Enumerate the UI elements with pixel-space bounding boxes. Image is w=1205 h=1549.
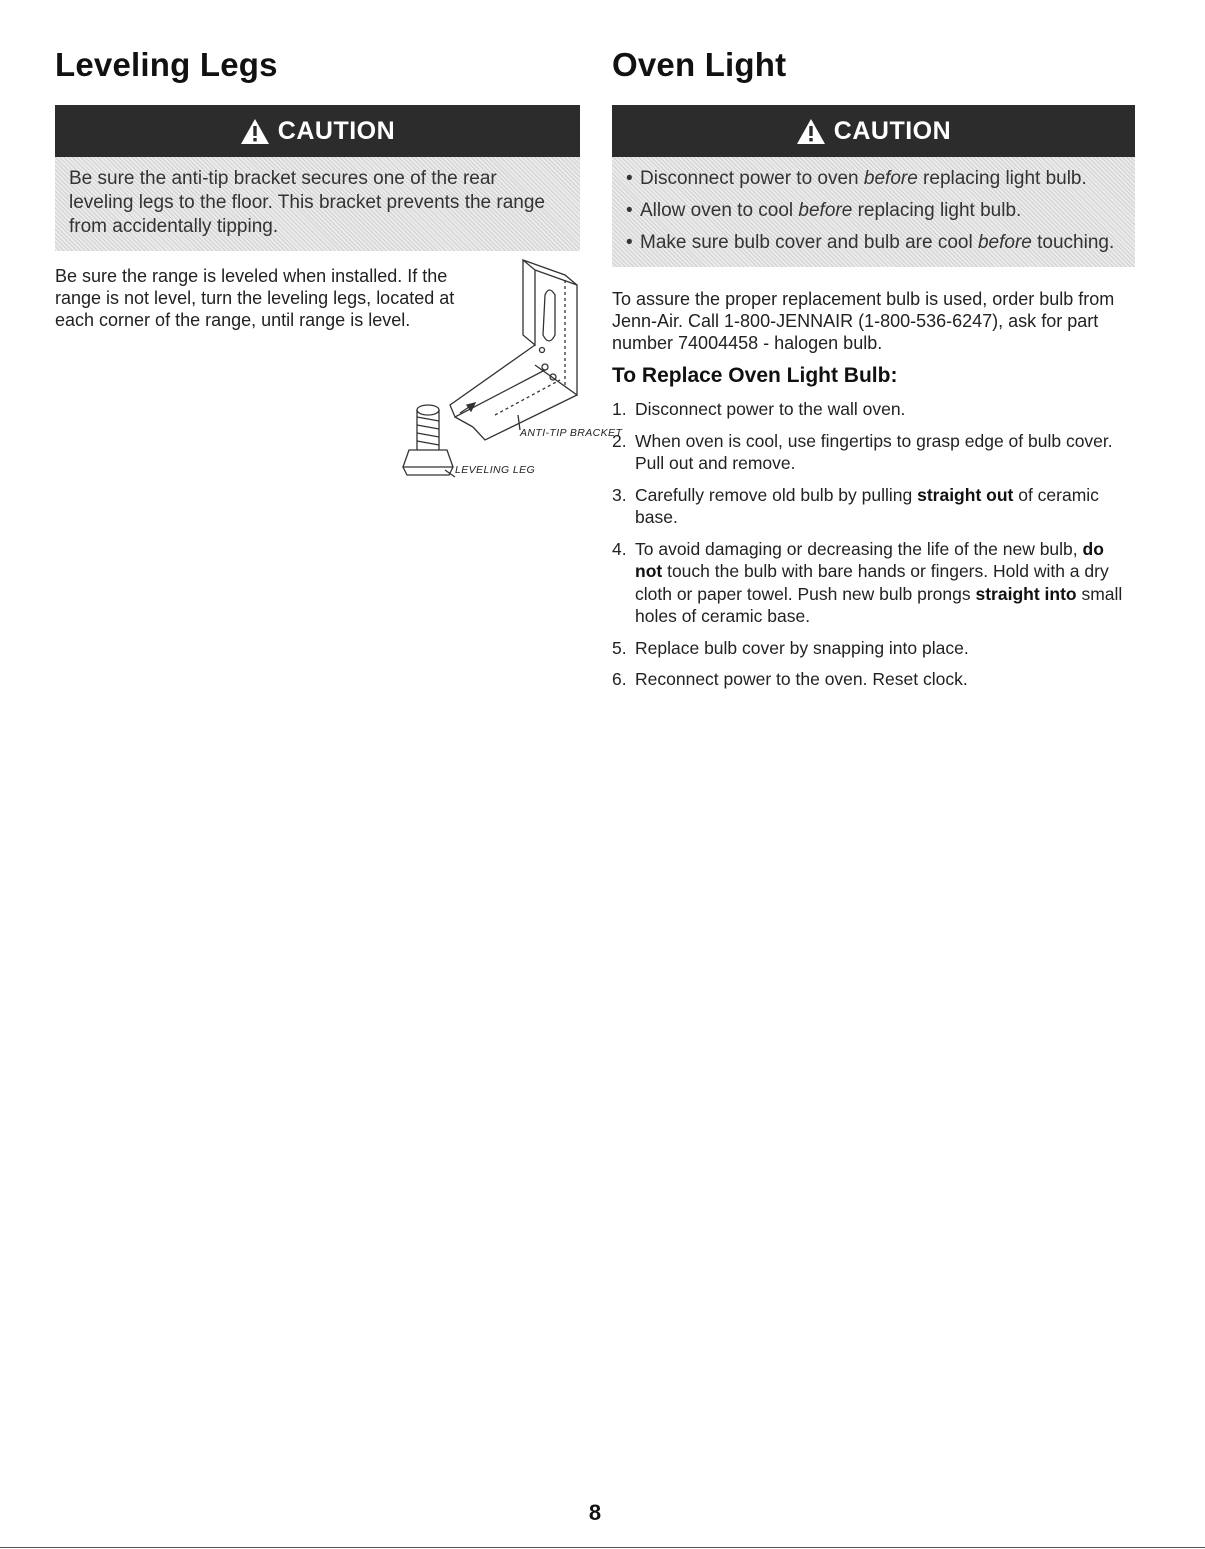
step-item: 2. When oven is cool, use fingertips to grasp edge of bulb cover. Pull out and remove.	[612, 430, 1113, 473]
anti-tip-bracket-label: ANTI-TIP BRACKET	[520, 427, 623, 439]
replace-bulb-heading: To Replace Oven Light Bulb:	[612, 364, 898, 387]
caution-item: • Disconnect power to oven before replacing light bulb.	[626, 167, 1121, 191]
caution-text	[612, 157, 1135, 267]
caution-text	[55, 157, 580, 251]
caution-list	[626, 167, 1121, 255]
caution-paragraph: Be sure the anti-tip bracket secures one of the rear leveling legs to the floor. This bracket prevents the range from accidentally tipping.	[69, 168, 545, 237]
bulb-order-text: To assure the proper replacement bulb is used, order bulb from Jenn-Air. Call 1-800-JENNAIR (1-800-536-6247), ask for part number 74004458 - halogen bulb.	[612, 289, 1115, 353]
caution-item: • Allow oven to cool before replacing light bulb.	[626, 199, 1121, 223]
step-item: 5. Replace bulb cover by snapping into place.	[612, 637, 969, 658]
step-item: 6. Reconnect power to the oven. Reset clock.	[612, 669, 968, 689]
caution-header	[612, 105, 1135, 157]
anti-tip-bracket-diagram	[345, 255, 635, 480]
page-number: 8	[588, 1500, 602, 1525]
caution-label: CAUTION	[833, 116, 952, 145]
leveling-caution-box	[55, 105, 580, 251]
oven-light-caution-box	[612, 105, 1135, 267]
step-item: 3. Carefully remove old bulb by pulling straight out of ceramic base.	[612, 484, 1099, 527]
replace-bulb-steps	[612, 398, 1135, 700]
leveling-body-text: Be sure the range is leveled when installed. If the range is not level, turn the leveling legs, located at each corner of the range, until range is level.	[55, 266, 455, 330]
warning-triangle-icon	[796, 118, 826, 145]
caution-header	[55, 105, 580, 157]
bracket-illustration	[345, 255, 635, 480]
step-item: 1. Disconnect power to the wall oven.	[612, 399, 906, 419]
step-item: 4. To avoid damaging or decreasing the life of the new bulb, do not touch the bulb with bare hands or fingers. Hold with a dry cloth or paper towel. Push new bulb prongs straight into small holes of ceramic base.	[612, 538, 1123, 626]
warning-triangle-icon	[240, 118, 270, 145]
oven-light-title: Oven Light	[612, 46, 787, 83]
bottom-divider	[0, 1547, 1205, 1548]
caution-item: • Make sure bulb cover and bulb are cool before touching.	[626, 231, 1121, 255]
caution-label: CAUTION	[277, 116, 396, 145]
leveling-leg-label: LEVELING LEG	[455, 464, 536, 476]
leveling-legs-title: Leveling Legs	[55, 46, 278, 83]
